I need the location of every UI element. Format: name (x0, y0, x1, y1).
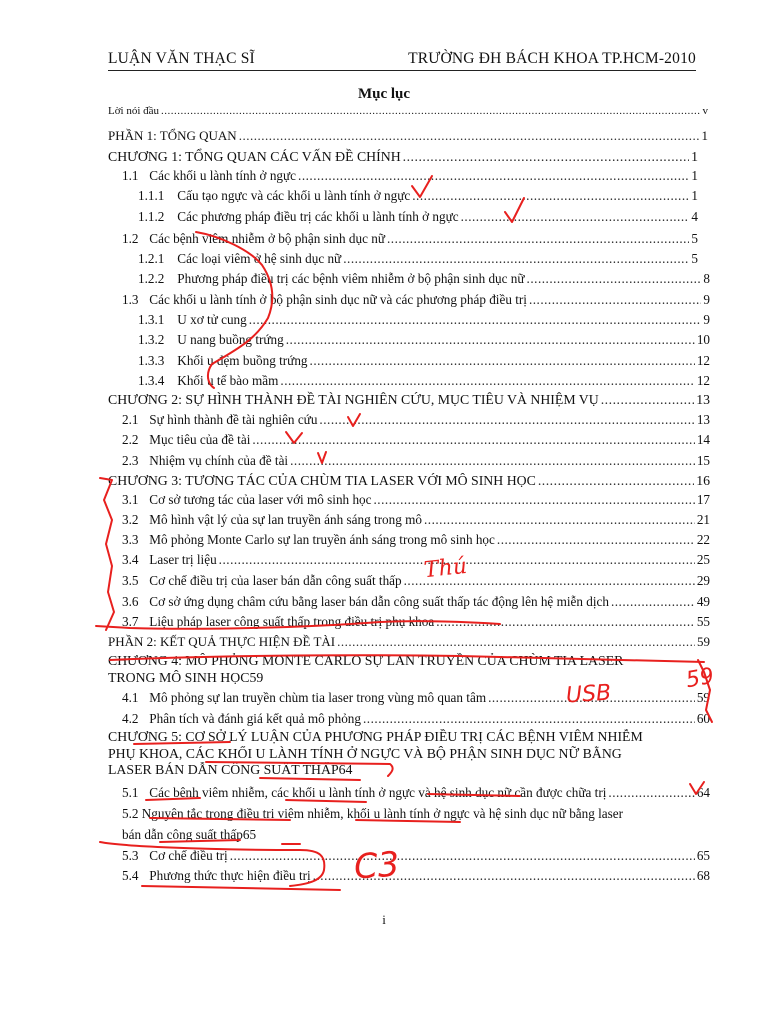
toc-number: 4.2 (122, 711, 139, 726)
toc-label: CHƯƠNG 5: CƠ SỞ LÝ LUẬN CỦA PHƯƠNG PHÁP ĐIỀU TRỊ CÁC BỆNH VIÊM NHIỄM (108, 729, 643, 744)
toc-page: 12 (696, 373, 710, 388)
toc-page: 59 (249, 669, 264, 685)
toc-leader (436, 614, 695, 630)
toc-number: 3.4 (122, 552, 139, 567)
toc-label: CHƯƠNG 1: TỔNG QUAN CÁC VẤN ĐỀ CHÍNH (108, 149, 401, 164)
toc-row[interactable] (122, 688, 710, 706)
toc-page: 14 (696, 432, 710, 447)
toc-number: 1.3 (122, 292, 139, 307)
toc-leader (343, 251, 689, 267)
toc-page: 5 (691, 251, 698, 266)
toc-number: 3.5 (122, 573, 139, 588)
toc-page: 16 (696, 473, 710, 488)
toc-leader (608, 785, 694, 801)
toc-page: 9 (703, 292, 710, 307)
toc-row[interactable] (122, 846, 710, 864)
toc-number: 3.2 (122, 512, 139, 527)
handwritten-note: C3 (352, 844, 401, 888)
toc-leader (249, 312, 702, 328)
toc-label: Các khối u lành tính ở bộ phận sinh dục nữ và các phương pháp điều trị (149, 292, 527, 307)
toc-label: Mô phỏng sự lan truyền chùm tia laser trong vùng mô quan tâm (149, 690, 487, 705)
toc-label: Khối u tế bào mầm (177, 373, 279, 388)
toc-number: 2.3 (122, 453, 139, 468)
toc-page: 10 (696, 332, 710, 347)
page-title: Mục lục (357, 86, 411, 102)
toc-number: 3.6 (122, 594, 139, 609)
toc-row[interactable] (138, 207, 698, 225)
toc-leader (527, 271, 702, 287)
toc-row[interactable] (108, 390, 710, 408)
toc-row[interactable] (122, 510, 710, 528)
toc-page: 1 (701, 128, 708, 143)
toc-leader (280, 373, 694, 389)
toc-leader (497, 532, 695, 548)
toc-page: 1 (691, 168, 698, 183)
toc-number: 1.2.2 (138, 271, 165, 286)
toc-page: 65 (696, 848, 710, 863)
toc-page: 59 (697, 634, 710, 649)
running-header (108, 44, 696, 68)
toc-leader (424, 512, 695, 528)
toc-label: Liệu pháp laser công suất thấp trong điều trị phụ khoa (149, 614, 435, 629)
toc-page: 8 (703, 271, 710, 286)
toc-number: 1.2.1 (138, 251, 165, 266)
toc-row[interactable] (122, 783, 710, 801)
toc-leader (286, 332, 695, 348)
toc-row[interactable] (138, 310, 710, 328)
toc-leader (230, 848, 695, 864)
toc-leader (252, 432, 694, 448)
toc-page: 25 (696, 552, 710, 567)
toc-row[interactable] (122, 490, 710, 508)
toc-page: 64 (696, 785, 710, 800)
toc-label: Phương thức thực hiện điều trị (149, 868, 311, 883)
toc-leader (529, 292, 701, 308)
toc-row[interactable] (122, 709, 710, 727)
toc-leader (601, 392, 694, 408)
toc-label: Cấu tạo ngực và các khối u lành tính ở ngực (177, 188, 411, 203)
header-left: LUẬN VĂN THẠC SĨ (108, 50, 255, 67)
toc-number: 5.3 (122, 848, 139, 863)
toc-row[interactable] (122, 612, 710, 630)
toc-number: 5.2 (122, 806, 139, 821)
toc-row[interactable] (138, 330, 710, 348)
toc-row[interactable] (122, 430, 710, 448)
toc-label: Mục tiêu của đề tài (149, 432, 251, 447)
toc-page: 21 (696, 512, 710, 527)
toc-page: 29 (696, 573, 710, 588)
underline-mark (142, 886, 340, 890)
toc-label: Các bệnh viêm nhiễm, các khối u lành tính ở ngực và hệ sinh dục nữ cần được chữa trị (149, 785, 607, 800)
toc-leader (374, 492, 695, 508)
toc-number: 1.2 (122, 231, 139, 246)
toc-leader (319, 412, 694, 428)
toc-label: Nhiệm vụ chính của đề tài (149, 453, 289, 468)
toc-row[interactable] (122, 410, 710, 428)
toc-row[interactable] (122, 229, 698, 247)
toc-number: 1.3.1 (138, 312, 165, 327)
toc-label: PHẦN 1: TỔNG QUAN (108, 128, 237, 143)
toc-row-multiline[interactable] (122, 803, 710, 845)
toc-leader (161, 105, 700, 117)
toc-label: Sự hình thành đề tài nghiên cứu (149, 412, 318, 427)
toc-page: 12 (696, 353, 710, 368)
toc-label: LASER BÁN DẪN CÔNG SUẤT THẤP (108, 762, 339, 777)
toc-page: 55 (696, 614, 710, 629)
toc-label: Laser trị liệu (149, 552, 217, 567)
toc-label: Phương pháp điều trị các bệnh viêm nhiễm ở bộ phận sinh dục nữ (177, 271, 525, 286)
toc-leader (310, 353, 695, 369)
toc-label: CHƯƠNG 2: SỰ HÌNH THÀNH ĐỀ TÀI NGHIÊN CỨU, MỤC TIÊU VÀ NHIỆM VỤ (108, 392, 599, 407)
toc-row[interactable] (122, 571, 710, 589)
toc-row[interactable] (122, 592, 710, 610)
toc-label: CHƯƠNG 3: TƯƠNG TÁC CỦA CHÙM TIA LASER VỚI MÔ SINH HỌC (108, 473, 536, 488)
toc-row[interactable] (108, 471, 710, 489)
toc-label: Cơ chế điều trị (149, 848, 228, 863)
toc-label: PHẦN 2: KẾT QUẢ THỰC HIỆN ĐỀ TÀI (108, 634, 336, 649)
toc-page: 17 (696, 492, 710, 507)
toc-row[interactable] (138, 351, 710, 369)
toc-label: Cơ chế điều trị của laser bán dẫn công suất thấp (149, 573, 402, 588)
toc-page: 59 (696, 690, 710, 705)
toc-line (108, 762, 710, 779)
toc-row[interactable] (108, 632, 710, 650)
toc-page: 9 (703, 312, 710, 327)
toc-line (108, 670, 710, 687)
header-right: TRƯỜNG ĐH BÁCH KHOA TP.HCM-2010 (408, 50, 696, 67)
toc-label: Cơ sở ứng dụng châm cứu bằng laser bán dẫn công suất thấp tác động lên hệ miễn dịch (149, 594, 609, 609)
toc-leader (363, 711, 695, 727)
handwritten-note: Thú (422, 553, 469, 584)
toc-row[interactable] (138, 186, 698, 204)
toc-number: 1.3.4 (138, 373, 165, 388)
toc-row[interactable] (122, 550, 710, 568)
toc-row[interactable] (108, 102, 708, 117)
toc-row[interactable] (138, 269, 710, 287)
toc-page: 13 (696, 392, 710, 407)
toc-number: 2.2 (122, 432, 139, 447)
toc-page: 64 (338, 762, 353, 777)
toc-page: 60 (696, 711, 710, 726)
toc-label: Nguyên tắc trong điều trị viêm nhiễm, khối u lành tính ở ngực và hệ sinh dục nữ bằng laser (141, 806, 624, 821)
toc-label: Mô phỏng Monte Carlo sự lan truyền ánh sáng trong mô sinh học (149, 532, 495, 547)
toc-row[interactable] (108, 147, 698, 165)
handwritten-note: 59 (684, 663, 716, 694)
toc-leader (387, 231, 689, 247)
bracket-mark (100, 478, 114, 630)
toc-label: Các khối u lành tính ở ngực (149, 168, 297, 183)
toc-page: 22 (696, 532, 710, 547)
toc-row[interactable] (122, 530, 710, 548)
toc-number: 1.1 (122, 168, 139, 183)
toc-number: 1.3.3 (138, 353, 165, 368)
toc-label: Các phương pháp điều trị các khối u lành tính ở ngực (177, 209, 459, 224)
toc-number: 1.1.1 (138, 188, 165, 203)
toc-row[interactable] (122, 451, 710, 469)
toc-leader (403, 149, 689, 165)
toc-page: 5 (691, 231, 698, 246)
toc-leader (290, 453, 695, 469)
toc-page: 1 (691, 188, 698, 203)
toc-label: Các bệnh viêm nhiễm ở bộ phận sinh dục nữ (149, 231, 385, 246)
toc-leader (337, 634, 695, 650)
toc-number: 5.1 (122, 785, 139, 800)
toc-label: TRONG MÔ SINH HỌC (108, 669, 250, 685)
toc-line (108, 653, 710, 670)
toc-row-multiline[interactable] (108, 653, 710, 686)
toc-leader (611, 594, 695, 610)
toc-line (108, 746, 710, 763)
toc-page: 49 (696, 594, 710, 609)
toc-line (122, 803, 710, 824)
toc-label: Mô hình vật lý của sự lan truyền ánh sáng trong mô (149, 512, 422, 527)
toc-label: Lời nói đầu (108, 105, 160, 117)
handwritten-note: USB (565, 680, 612, 709)
toc-leader (239, 128, 700, 144)
toc-row[interactable] (122, 166, 698, 184)
toc-line (122, 824, 710, 845)
toc-leader (538, 473, 694, 489)
toc-number: 4.1 (122, 690, 139, 705)
toc-row[interactable] (138, 371, 710, 389)
toc-page: 68 (696, 868, 710, 883)
toc-leader (461, 209, 690, 225)
toc-number: 3.3 (122, 532, 139, 547)
toc-row[interactable] (122, 290, 710, 308)
toc-label: bán dẫn công suất thấp (122, 827, 243, 842)
toc-label: CHƯƠNG 4: MÔ PHỎNG MONTE CARLO SỰ LAN TRUYỀN CỦA CHÙM TIA LASER (108, 653, 624, 668)
footer-page-number: i (382, 912, 386, 927)
toc-number: 3.7 (122, 614, 139, 629)
toc-number: 2.1 (122, 412, 139, 427)
toc-row[interactable] (122, 866, 710, 884)
toc-page: 4 (691, 209, 698, 224)
toc-row-multiline[interactable] (108, 729, 710, 779)
toc-row[interactable] (138, 249, 698, 267)
toc-page: 65 (242, 827, 257, 842)
toc-number: 1.3.2 (138, 332, 165, 347)
toc-leader (298, 168, 689, 184)
toc-label: Các loại viêm ở hệ sinh dục nữ (177, 251, 342, 266)
toc-label: Khối u đệm buồng trứng (177, 353, 308, 368)
toc-label: Cơ sở tương tác của laser với mô sinh học (149, 492, 372, 507)
toc-line (108, 729, 710, 746)
toc-page: v (702, 105, 708, 117)
toc-number: 5.4 (122, 868, 139, 883)
toc-label: Phân tích và đánh giá kết quả mô phỏng (149, 711, 361, 726)
toc-label: U xơ tử cung (177, 312, 247, 327)
toc-page: 1 (691, 149, 698, 164)
toc-label: U nang buồng trứng (177, 332, 284, 347)
toc-row[interactable] (108, 127, 708, 144)
toc-page: 15 (696, 453, 710, 468)
toc-label: PHỤ KHOA, CÁC KHỐI U LÀNH TÍNH Ở NGỰC VÀ BỘ PHẬN SINH DỤC NỮ BẰNG (108, 745, 622, 761)
toc-page: 13 (696, 412, 710, 427)
header-rule (108, 70, 696, 71)
toc-number: 1.1.2 (138, 209, 165, 224)
toc-number: 3.1 (122, 492, 139, 507)
toc-leader (412, 188, 689, 204)
